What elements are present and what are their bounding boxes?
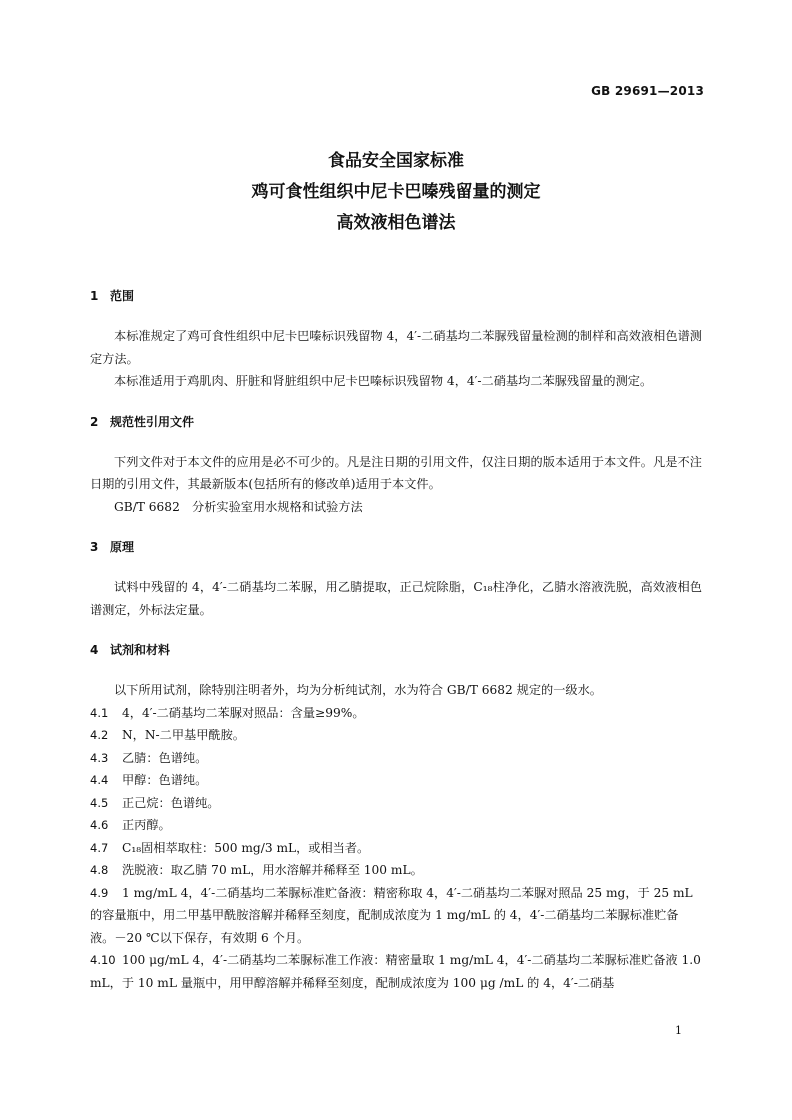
item-number: 4.7 xyxy=(90,840,109,855)
section-title: 规范性引用文件 xyxy=(110,414,195,429)
list-item xyxy=(90,747,702,770)
paragraph: 下列文件对于本文件的应用是必不可少的。凡是注日期的引用文件，仅注日期的版本适用于本文件。凡是不注日期的引用文件，其最新版本(包括所有的修改单)适用于本文件。 xyxy=(90,454,702,491)
item-number: 4.9 xyxy=(90,885,109,900)
paragraph: 本标准适用于鸡肌肉、肝脏和肾脏组织中尼卡巴嗪标识残留物 4，4′-二硝基均二苯脲残留量的测定。 xyxy=(114,374,653,388)
item-number: 4.10 xyxy=(90,953,116,967)
item-text: N，N-二甲基甲酰胺。 xyxy=(122,728,245,742)
section-heading-normative-references xyxy=(90,411,702,433)
section-title: 原理 xyxy=(110,540,135,554)
title-line-3: 高效液相色谱法 xyxy=(336,213,456,233)
item-text: C₁₈固相萃取柱：500 mg/3 mL，或相当者。 xyxy=(122,840,370,855)
title-block xyxy=(0,146,792,239)
list-item xyxy=(90,792,702,815)
paragraph: 试料中残留的 4，4′-二硝基均二苯脲，用乙腈提取，正己烷除脂，C₁₈柱净化，乙腈水溶液洗脱，高效液相色谱测定，外标法定量。 xyxy=(90,580,702,617)
paragraph: 本标准规定了鸡可食性组织中尼卡巴嗪标识残留物 4，4′-二硝基均二苯脲残留量检测的制样和高效液相色谱测定方法。 xyxy=(90,329,702,366)
standard-code: GB 29691—2013 xyxy=(591,84,704,98)
section-title: 范围 xyxy=(110,289,135,303)
section-title: 试剂和材料 xyxy=(110,643,171,657)
item-text: 正丙醇。 xyxy=(122,818,171,832)
document-body xyxy=(90,285,702,994)
list-item xyxy=(90,949,702,994)
paragraph: 以下所用试剂，除特别注明者外，均为分析纯试剂，水为符合 GB/T 6682 规定的一级水。 xyxy=(114,683,602,697)
item-number: 4.2 xyxy=(90,728,109,742)
title-line-2: 鸡可食性组织中尼卡巴嗪残留量的测定 xyxy=(251,182,541,202)
list-item xyxy=(90,814,702,837)
section-heading-scope xyxy=(90,285,702,307)
item-number: 4.8 xyxy=(90,863,109,877)
reference-entry: GB/T 6682 分析实验室用水规格和试验方法 xyxy=(114,499,363,514)
section-number: 4 xyxy=(90,643,99,657)
section-heading-reagents xyxy=(90,639,702,661)
page-number: 1 xyxy=(675,1024,682,1037)
list-item xyxy=(90,702,702,725)
item-text: 甲醇：色谱纯。 xyxy=(122,773,208,787)
item-text: 乙腈：色谱纯。 xyxy=(122,750,208,765)
list-item xyxy=(90,859,702,882)
item-number: 4.1 xyxy=(90,705,109,720)
item-text: 1 mg/mL 4，4′-二硝基均二苯脲标准贮备液：精密称取 4，4′-二硝基均二苯脲对照品 25 mg，于 25 mL 的容量瓶中，用二甲基甲酰胺溶解并稀释至刻度，配制成浓度为 1 mg/mL 的 4，4′-二硝基均二苯脲标准贮备液。－20 ℃以下保存，有效期 6 个月。 xyxy=(90,885,693,945)
list-item xyxy=(90,724,702,747)
list-item xyxy=(90,769,702,792)
section-number: 2 xyxy=(90,414,99,429)
item-text: 正己烷：色谱纯。 xyxy=(122,795,220,810)
title-line-1: 食品安全国家标准 xyxy=(328,151,464,171)
item-number: 4.4 xyxy=(90,773,109,787)
item-text: 4，4′-二硝基均二苯脲对照品：含量≥99%。 xyxy=(122,705,365,720)
section-heading-principle xyxy=(90,536,702,558)
section-number: 3 xyxy=(90,540,99,554)
item-number: 4.5 xyxy=(90,795,109,810)
item-text: 洗脱液：取乙腈 70 mL，用水溶解并稀释至 100 mL。 xyxy=(122,863,423,877)
list-item xyxy=(90,882,702,950)
item-text: 100 μg/mL 4，4′-二硝基均二苯脲标准工作液：精密量取 1 mg/mL 4，4′-二硝基均二苯脲标准贮备液 1.0 mL，于 10 mL 量瓶中，用甲醇溶解并稀释至刻度，配制成浓度为 100 μg /mL 的 4，4′-二硝基 xyxy=(90,953,701,990)
item-number: 4.6 xyxy=(90,818,109,832)
list-item xyxy=(90,837,702,860)
item-number: 4.3 xyxy=(90,750,109,765)
section-number: 1 xyxy=(90,289,99,303)
